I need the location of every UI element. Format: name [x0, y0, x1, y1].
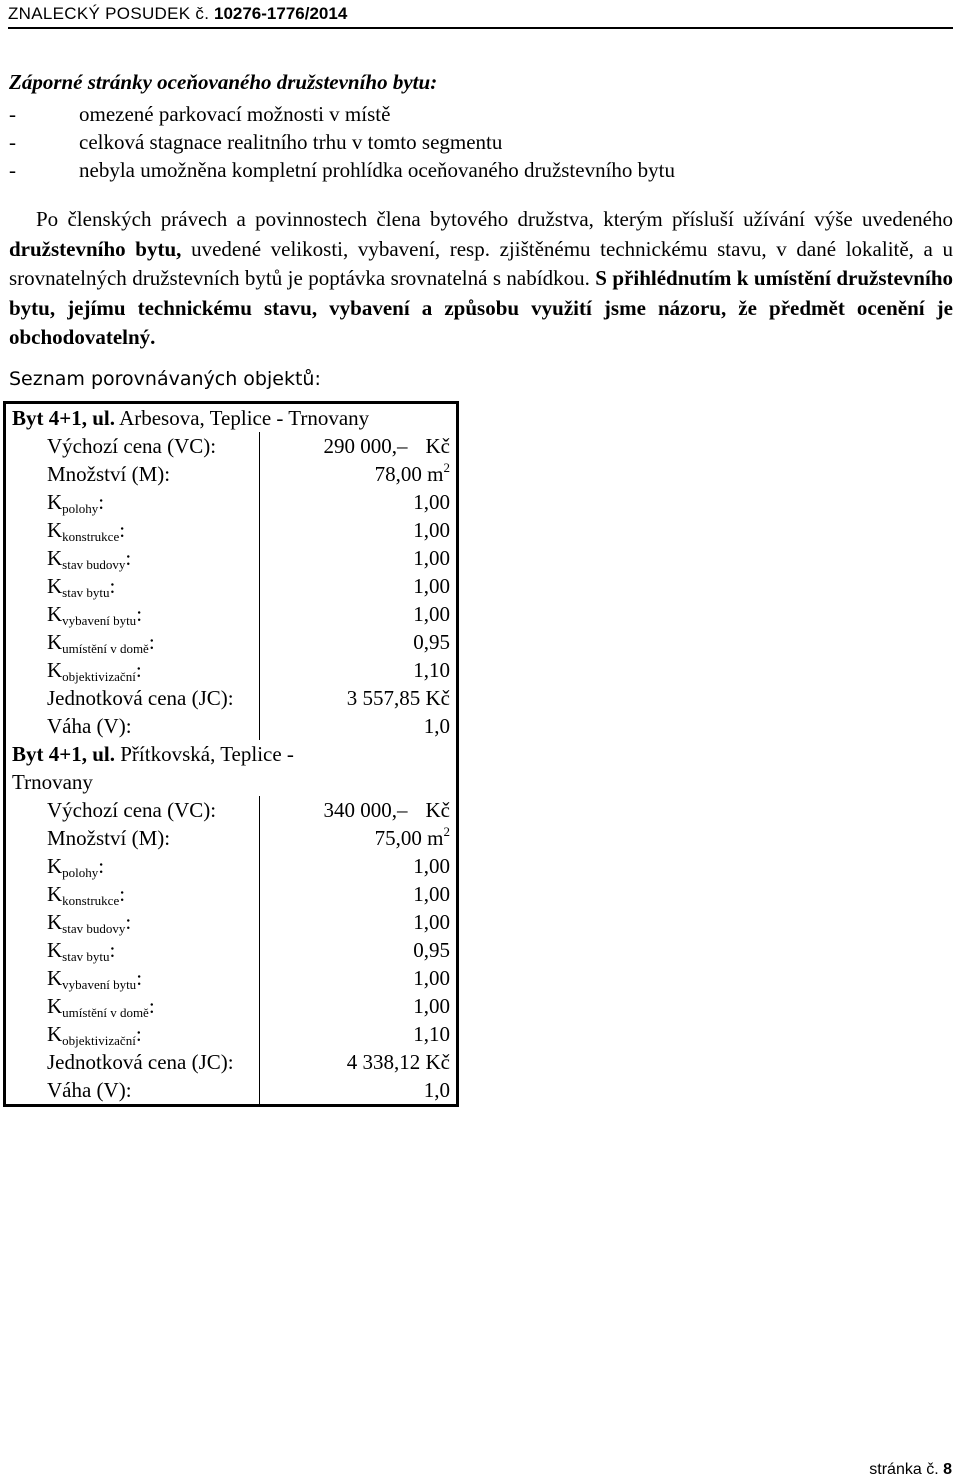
assessment-paragraph — [9, 205, 953, 353]
vc-label: Výchozí cena (VC): — [5, 432, 260, 460]
coefficient-label: $K_{konstrukce}$: — [5, 880, 260, 908]
coefficient-label: $K_{objektivizační}$: — [5, 1020, 260, 1048]
table-row — [5, 684, 458, 712]
table-row — [5, 460, 458, 488]
coefficient-label: $K_{vybavení bytu}$: — [5, 964, 260, 992]
table-row — [5, 712, 458, 740]
coefficient-label: $K_{konstrukce}$: — [5, 516, 260, 544]
coefficient-label: $K_{stav budovy}$: — [5, 544, 260, 572]
jc-value: 4 338,12 Kč — [346, 1050, 450, 1074]
object-title-row — [5, 740, 458, 768]
coefficient-value: 0,95 — [413, 938, 450, 962]
coefficient-label: $K_{umístění v domě}$: — [5, 628, 260, 656]
table-row — [5, 656, 458, 684]
coefficient-label: $K_{stav budovy}$: — [5, 908, 260, 936]
table-row — [5, 992, 458, 1020]
table-row — [5, 488, 458, 516]
coefficient-value: 1,00 — [413, 882, 450, 906]
m-value: 75,00 $m^2$ — [374, 824, 450, 850]
coefficient-label: $K_{objektivizační}$: — [5, 656, 260, 684]
table-row — [5, 572, 458, 600]
object-title-cont: Trnovany — [12, 770, 93, 794]
list-item: - nebyla umožněna kompletní prohlídka oceňovaného družstevního bytu — [9, 158, 676, 182]
jc-label: Jednotková cena (JC): — [5, 1048, 260, 1076]
paragraph-text-1: Po členských právech a povinnostech člena bytového družstva, kterým přísluší užívání výše uvedeného — [36, 207, 953, 231]
object-title: Byt 4+1, ul. Přítkovská, Teplice - — [12, 742, 294, 766]
table-row — [5, 432, 458, 460]
jc-value: 3 557,85 Kč — [346, 686, 450, 710]
coefficient-label: $K_{stav bytu}$: — [5, 572, 260, 600]
coefficient-value: 1,00 — [413, 546, 450, 570]
coefficient-value: 1,00 — [413, 602, 450, 626]
table-row — [5, 824, 458, 852]
m-label: Množství (M): — [5, 824, 260, 852]
table-row — [5, 796, 458, 824]
paragraph-bold-1: družstevního bytu, — [9, 236, 182, 261]
comparison-list-title: Seznam porovnávaných objektů: — [9, 368, 321, 390]
table-row — [5, 1048, 458, 1076]
table-row — [5, 544, 458, 572]
table-row — [5, 1076, 458, 1106]
table-row — [5, 600, 458, 628]
list-item: - celková stagnace realitního trhu v tomto segmentu — [9, 130, 503, 154]
page-footer — [869, 1461, 952, 1479]
header-prefix: ZNALECKÝ POSUDEK č. — [8, 4, 210, 23]
m-value: 78,00 $m^2$ — [374, 460, 450, 486]
object-title-row — [5, 768, 458, 796]
coefficient-value: 1,00 — [413, 966, 450, 990]
table-row — [5, 852, 458, 880]
table-row — [5, 936, 458, 964]
paragraph-bold-conclusion: S přihlédnutím k umístění družstevního bytu, jejímu technickému stavu, vybavení a způsobu využití jsme názoru, že předmět ocenění je obchodovatelný. — [9, 266, 953, 349]
coefficient-value: 1,00 — [413, 910, 450, 934]
coefficient-value: 0,95 — [413, 630, 450, 654]
coefficient-value: 1,10 — [413, 1022, 450, 1046]
table-row — [5, 516, 458, 544]
coefficient-label: $K_{polohy}$: — [5, 488, 260, 516]
weight-label: Váha (V): — [5, 712, 260, 740]
coefficient-label: $K_{vybavení bytu}$: — [5, 600, 260, 628]
weight-value: 1,0 — [423, 714, 450, 738]
coefficient-value: 1,00 — [413, 994, 450, 1018]
table-row — [5, 880, 458, 908]
vc-value: 290 000,– Kč — [323, 434, 450, 458]
list-item: - omezené parkovací možnosti v místě — [9, 102, 391, 126]
coefficient-value: 1,00 — [413, 854, 450, 878]
object-title-row — [5, 403, 458, 433]
table-row — [5, 908, 458, 936]
negatives-title: Záporné stránky oceňovaného družstevního bytu: — [9, 70, 438, 94]
coefficient-label: $K_{polohy}$: — [5, 852, 260, 880]
negatives-list — [9, 100, 675, 184]
comparison-table — [3, 401, 459, 1107]
coefficient-value: 1,10 — [413, 658, 450, 682]
weight-value: 1,0 — [423, 1078, 450, 1102]
coefficient-value: 1,00 — [413, 490, 450, 514]
jc-label: Jednotková cena (JC): — [5, 684, 260, 712]
coefficient-label: $K_{umístění v domě}$: — [5, 992, 260, 1020]
page-number: 8 — [943, 1461, 952, 1478]
table-row — [5, 628, 458, 656]
coefficient-value: 1,00 — [413, 574, 450, 598]
paragraph-text-2: uvedené velikosti, vybavení, resp. zjištěnému technickému stavu, v dané lokalitě, a u srovnatelných družstevních bytů je poptávka srovnatelná s nabídkou. — [9, 236, 954, 290]
coefficient-value: 1,00 — [413, 518, 450, 542]
object-title: Byt 4+1, ul. Arbesova, Teplice - Trnovany — [12, 406, 370, 430]
header-number: 10276-1776/2014 — [213, 4, 348, 23]
table-row — [5, 964, 458, 992]
vc-value: 340 000,– Kč — [323, 798, 450, 822]
footer-label: stránka č. — [869, 1461, 939, 1478]
m-label: Množství (M): — [5, 460, 260, 488]
weight-label: Váha (V): — [5, 1076, 260, 1106]
table-row — [5, 1020, 458, 1048]
page-header — [8, 4, 953, 29]
vc-label: Výchozí cena (VC): — [5, 796, 260, 824]
coefficient-label: $K_{stav bytu}$: — [5, 936, 260, 964]
